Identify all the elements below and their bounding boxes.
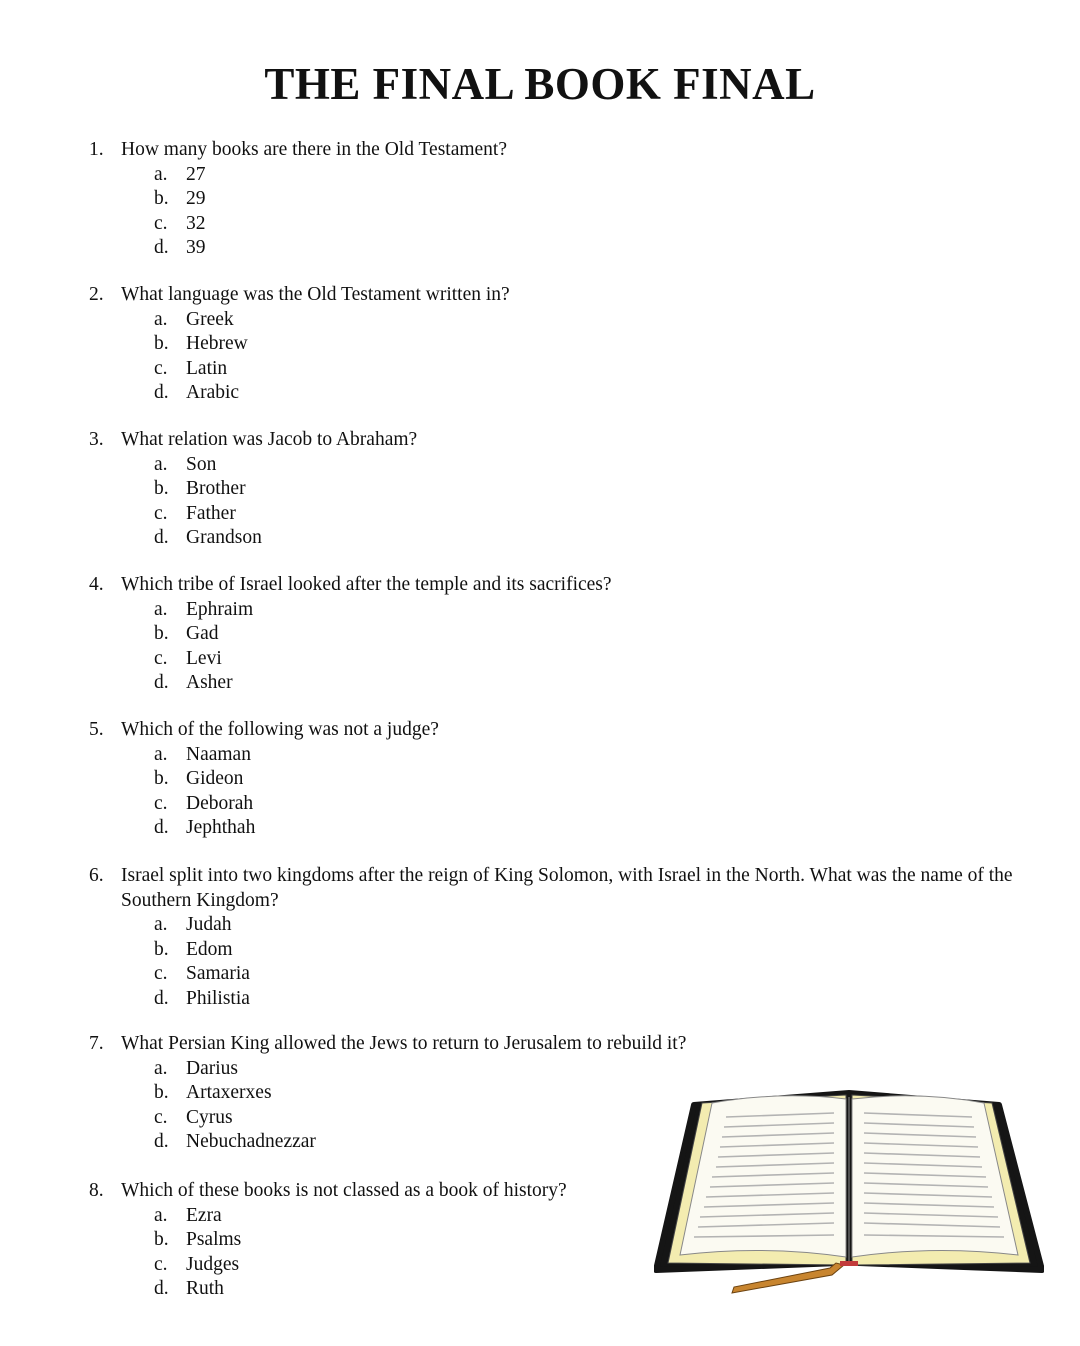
option-text: Deborah xyxy=(186,792,254,814)
option-letter: d. xyxy=(154,1278,169,1299)
option-text: Greek xyxy=(186,308,234,330)
option-letter: c. xyxy=(154,212,168,234)
question-1 xyxy=(0,138,1080,261)
option-a xyxy=(0,163,1080,188)
option-a xyxy=(0,453,1080,478)
question-text: What relation was Jacob to Abraham? xyxy=(121,429,418,450)
question-number: 1. xyxy=(89,139,104,160)
option-letter: a. xyxy=(154,308,168,330)
option-letter: a. xyxy=(154,163,168,185)
option-c xyxy=(0,792,1080,817)
option-a xyxy=(0,308,1080,333)
option-text: Judah xyxy=(186,914,232,935)
question-text: How many books are there in the Old Testament? xyxy=(121,139,508,160)
option-a xyxy=(0,598,1080,623)
question-number: 3. xyxy=(89,429,104,450)
option-text: 27 xyxy=(186,163,206,185)
option-letter: d. xyxy=(154,237,169,258)
option-d xyxy=(0,671,1080,696)
option-text: Latin xyxy=(186,357,228,379)
option-text: Brother xyxy=(186,478,246,499)
option-letter: c. xyxy=(154,502,168,524)
question-text: Which tribe of Israel looked after the temple and its sacrifices? xyxy=(121,574,612,595)
question-text: What language was the Old Testament written in? xyxy=(121,284,510,305)
option-text: Nebuchadnezzar xyxy=(186,1131,316,1152)
option-text: Naaman xyxy=(186,743,251,765)
question-number: 5. xyxy=(89,719,104,740)
option-text: Artaxerxes xyxy=(186,1082,272,1103)
option-text: Son xyxy=(186,453,217,475)
option-text: Ruth xyxy=(186,1278,224,1299)
option-letter: a. xyxy=(154,743,168,765)
option-a xyxy=(0,743,1080,768)
option-text: Gad xyxy=(186,623,219,644)
option-text: Judges xyxy=(186,1253,240,1275)
option-b xyxy=(0,767,1080,792)
option-c xyxy=(0,962,1080,987)
question-number: 2. xyxy=(89,284,104,305)
question-2 xyxy=(0,283,1080,406)
option-text: 29 xyxy=(186,188,206,209)
option-letter: d. xyxy=(154,987,169,1009)
option-letter: c. xyxy=(154,647,168,669)
option-text: 32 xyxy=(186,212,206,234)
option-d xyxy=(0,236,1080,261)
option-d xyxy=(0,381,1080,406)
option-letter: d. xyxy=(154,382,169,403)
option-letter: b. xyxy=(154,938,169,960)
option-c xyxy=(0,502,1080,527)
option-letter: b. xyxy=(154,623,169,644)
question-text: Which of the following was not a judge? xyxy=(121,719,439,740)
open-bible-icon xyxy=(654,1085,1044,1300)
option-c xyxy=(0,357,1080,382)
option-b xyxy=(0,332,1080,357)
page-title: THE FINAL BOOK FINAL xyxy=(264,59,816,109)
option-b xyxy=(0,938,1080,963)
option-text: Hebrew xyxy=(186,333,248,354)
question-text: What Persian King allowed the Jews to return to Jerusalem to rebuild it? xyxy=(121,1033,687,1054)
option-b xyxy=(0,622,1080,647)
option-letter: c. xyxy=(154,1253,168,1275)
option-text: Ephraim xyxy=(186,598,254,620)
option-text: Asher xyxy=(186,672,233,693)
option-a xyxy=(0,1057,1080,1082)
option-c xyxy=(0,647,1080,672)
option-text: Levi xyxy=(186,647,222,669)
option-c xyxy=(0,212,1080,237)
question-4 xyxy=(0,573,1080,696)
option-letter: a. xyxy=(154,914,168,935)
option-b xyxy=(0,477,1080,502)
option-text: Psalms xyxy=(186,1229,242,1250)
option-letter: d. xyxy=(154,527,169,548)
option-text: Gideon xyxy=(186,768,244,789)
question-number: 7. xyxy=(89,1033,104,1054)
option-letter: a. xyxy=(154,1204,168,1226)
option-letter: b. xyxy=(154,1082,169,1103)
question-5 xyxy=(0,718,1080,841)
option-letter: c. xyxy=(154,357,168,379)
option-d xyxy=(0,987,1080,1012)
option-text: Father xyxy=(186,502,236,524)
option-text: Edom xyxy=(186,938,233,960)
option-letter: c. xyxy=(154,1106,168,1128)
option-text: Cyrus xyxy=(186,1106,233,1128)
option-text: 39 xyxy=(186,237,206,258)
option-letter: d. xyxy=(154,817,169,838)
option-d xyxy=(0,526,1080,551)
option-text: Jephthah xyxy=(186,817,256,838)
option-letter: a. xyxy=(154,453,168,475)
option-a xyxy=(0,913,1080,938)
option-text: Ezra xyxy=(186,1204,222,1226)
option-text: Philistia xyxy=(186,987,250,1009)
question-number: 8. xyxy=(89,1180,104,1201)
option-letter: b. xyxy=(154,768,169,789)
option-letter: a. xyxy=(154,1057,168,1079)
option-letter: b. xyxy=(154,478,169,499)
option-letter: b. xyxy=(154,1229,169,1250)
option-letter: d. xyxy=(154,672,169,693)
option-letter: c. xyxy=(154,963,168,984)
question-text: Which of these books is not classed as a book of history? xyxy=(121,1180,567,1201)
option-text: Arabic xyxy=(186,382,240,403)
option-letter: c. xyxy=(154,792,168,814)
option-text: Samaria xyxy=(186,963,250,984)
option-letter: b. xyxy=(154,188,169,209)
option-d xyxy=(0,816,1080,841)
question-3 xyxy=(0,428,1080,551)
question-number: 4. xyxy=(89,574,104,595)
option-b xyxy=(0,187,1080,212)
option-letter: a. xyxy=(154,598,168,620)
option-text: Grandson xyxy=(186,527,262,548)
question-text: Israel split into two kingdoms after the reign of King Solomon, with Israel in the North. What was the name of the Southern Kingdom? xyxy=(121,865,1013,911)
question-6 xyxy=(0,864,1080,1011)
option-text: Darius xyxy=(186,1057,238,1079)
question-number: 6. xyxy=(89,865,104,886)
option-letter: b. xyxy=(154,333,169,354)
option-letter: d. xyxy=(154,1131,169,1152)
